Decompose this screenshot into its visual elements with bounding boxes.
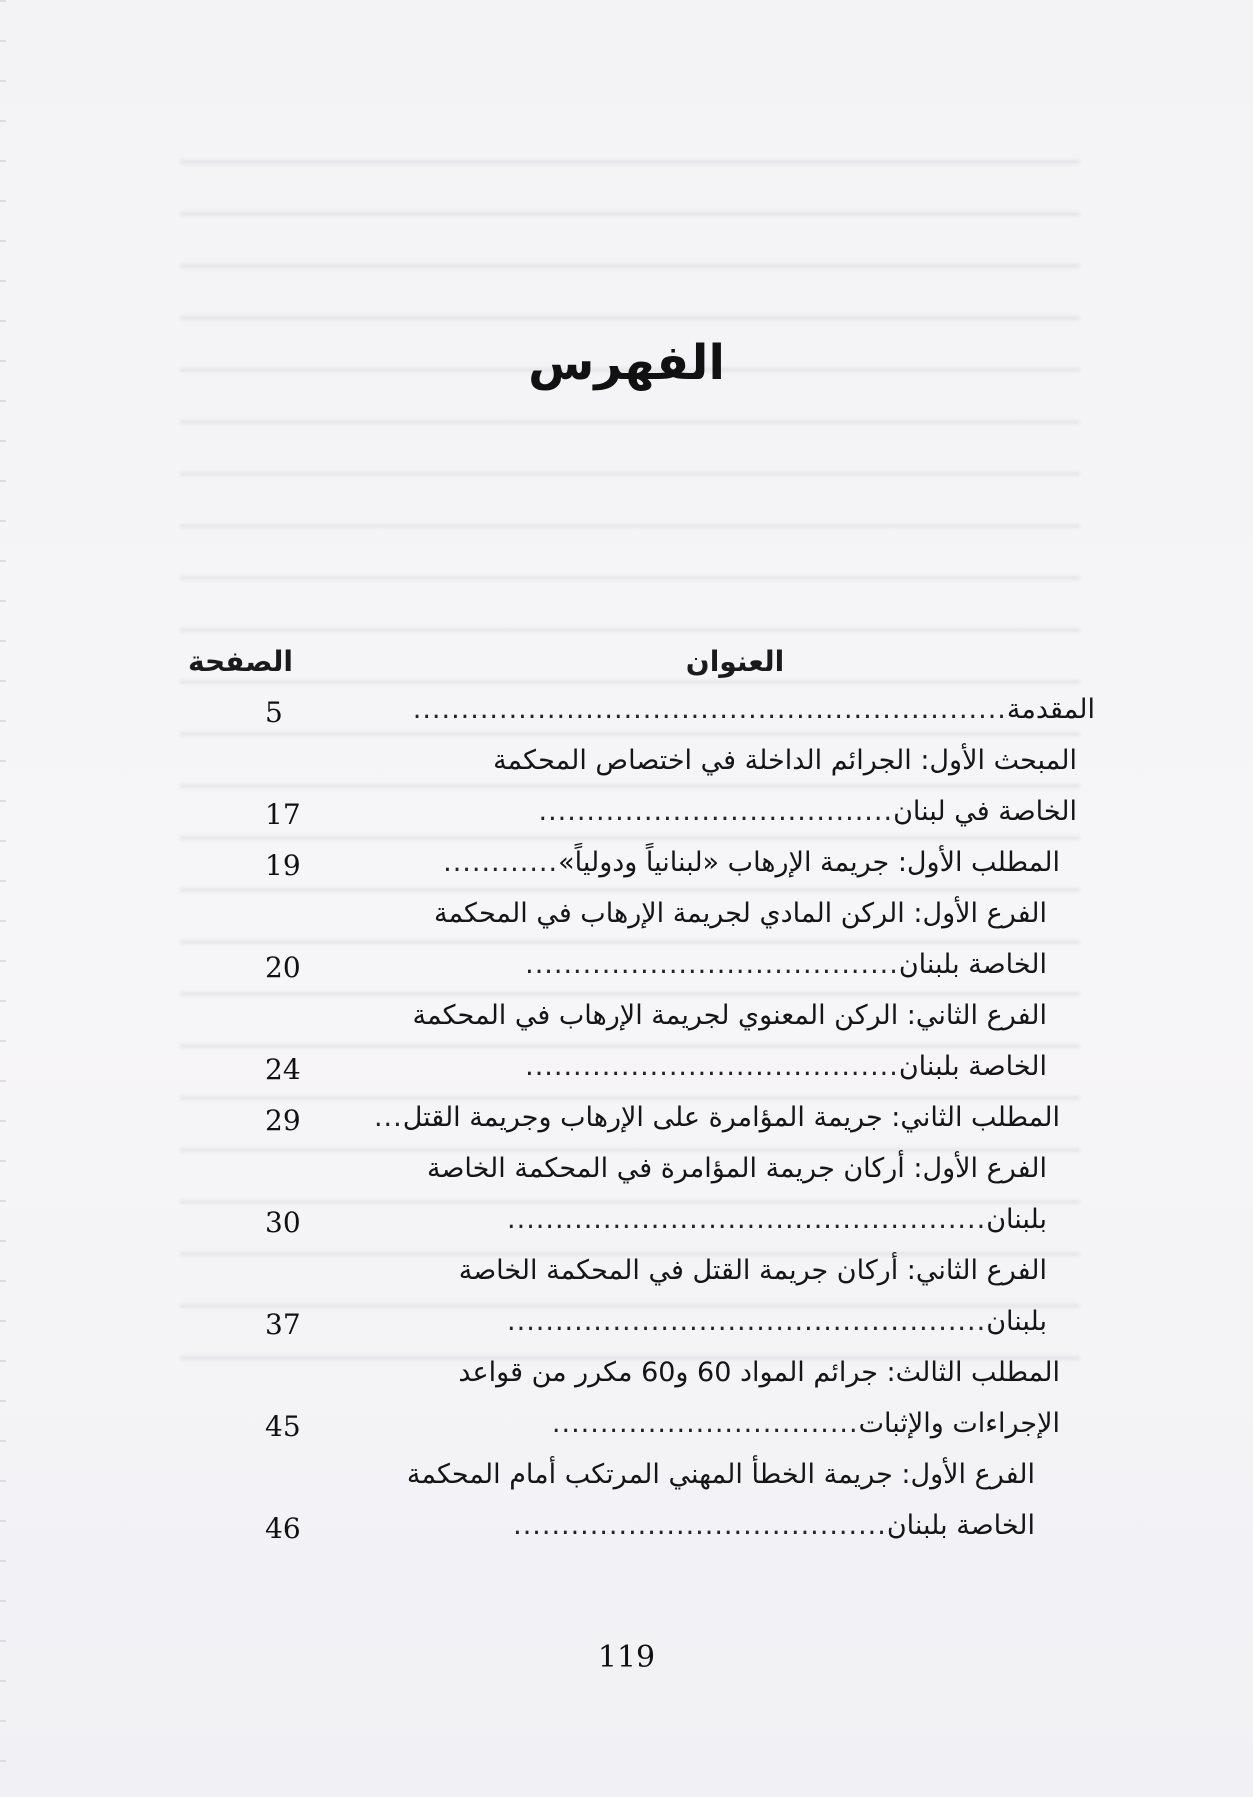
page-edge — [0, 0, 6, 1797]
toc-entry-text: الفرع الأول: الركن المادي لجريمة الإرهاب في المحكمة — [433, 898, 1047, 929]
toc-entry-text: المطلب الأول: جريمة الإرهاب «لبنانياً ودولياً» — [558, 847, 1060, 878]
toc-row — [180, 894, 1095, 945]
toc-leader-dots: .................................................. — [507, 1306, 987, 1337]
toc-entry — [513, 1510, 1035, 1541]
toc-entry-text: الإجراءات والإثبات — [858, 1408, 1060, 1439]
toc-entry-text: المبحث الأول: الجرائم الداخلة في اختصاص المحكمة — [493, 745, 1077, 776]
toc-row — [180, 1455, 1095, 1506]
toc-entry — [539, 796, 1078, 827]
toc-leader-dots: ....................................... — [525, 1051, 899, 1082]
toc-entry-text: بلبنان — [986, 1306, 1047, 1337]
toc-entry — [443, 847, 1060, 878]
toc-entry — [525, 949, 1047, 980]
toc-row — [180, 1200, 1095, 1251]
toc-row — [180, 996, 1095, 1047]
toc-page-number: 46 — [265, 1512, 301, 1545]
toc-entry — [507, 1204, 1047, 1235]
toc-entry — [552, 1408, 1060, 1439]
toc-row — [180, 792, 1095, 843]
toc-entry-text: الخاصة بلبنان — [886, 1510, 1035, 1541]
page-number-footer: 119 — [597, 1640, 656, 1675]
toc-entry-text: الخاصة بلبنان — [898, 1051, 1047, 1082]
toc-row — [180, 843, 1095, 894]
toc-row — [180, 1506, 1095, 1557]
table-of-contents — [180, 690, 1095, 1557]
toc-row — [180, 1251, 1095, 1302]
toc-row — [180, 741, 1095, 792]
toc-entry — [525, 1051, 1047, 1082]
toc-entry-text: الفرع الثاني: أركان جريمة القتل في المحكمة الخاصة — [458, 1255, 1047, 1286]
toc-row — [180, 1353, 1095, 1404]
column-header-page: الصفحة — [187, 645, 293, 678]
toc-leader-dots: ................................ — [551, 1408, 859, 1439]
toc-page-number: 19 — [265, 849, 301, 882]
toc-entry-text: المقدمة — [1006, 694, 1095, 725]
toc-entry-text: الفرع الأول: أركان جريمة المؤامرة في المحكمة الخاصة — [426, 1153, 1047, 1184]
toc-page-number: 20 — [265, 951, 301, 984]
page-title: الفهرس — [528, 335, 725, 391]
toc-row — [180, 1098, 1095, 1149]
toc-entry — [374, 1102, 1060, 1133]
toc-row — [180, 1149, 1095, 1200]
toc-leader-dots: ............ — [443, 847, 559, 878]
toc-entry — [413, 694, 1095, 725]
toc-entry-text: بلبنان — [986, 1204, 1047, 1235]
toc-leader-dots: ..................................... — [538, 796, 894, 827]
toc-entry-text: الخاصة في لبنان — [893, 796, 1077, 827]
toc-entry-text: الخاصة بلبنان — [898, 949, 1047, 980]
toc-page-number: 5 — [265, 696, 283, 729]
toc-entry-text: الفرع الأول: جريمة الخطأ المهني المرتكب أمام المحكمة — [406, 1459, 1035, 1490]
toc-leader-dots: .................................................. — [507, 1204, 987, 1235]
toc-leader-dots: ....................................... — [525, 949, 899, 980]
toc-row — [180, 945, 1095, 996]
toc-row — [180, 690, 1095, 741]
toc-page-number: 17 — [265, 798, 301, 831]
toc-row — [180, 1047, 1095, 1098]
toc-page-number: 45 — [265, 1410, 301, 1443]
toc-entry — [507, 1306, 1047, 1337]
toc-entry-text: الفرع الثاني: الركن المعنوي لجريمة الإرهاب في المحكمة — [412, 1000, 1047, 1031]
toc-page-number: 29 — [265, 1104, 301, 1137]
toc-leader-dots: ....................................... — [513, 1510, 887, 1541]
column-header-title: العنوان — [685, 645, 785, 678]
toc-row — [180, 1404, 1095, 1455]
toc-page-number: 30 — [265, 1206, 301, 1239]
toc-page-number: 37 — [265, 1308, 301, 1341]
toc-page-number: 24 — [265, 1053, 301, 1086]
toc-row — [180, 1302, 1095, 1353]
toc-leader-dots: ... — [373, 1102, 403, 1133]
toc-leader-dots: .............................................................. — [412, 694, 1007, 725]
toc-entry-text: المطلب الثالث: جرائم المواد 60 و60 مكرر من قواعد — [458, 1357, 1060, 1388]
toc-entry-text: المطلب الثاني: جريمة المؤامرة على الإرهاب وجريمة القتل — [402, 1102, 1060, 1133]
